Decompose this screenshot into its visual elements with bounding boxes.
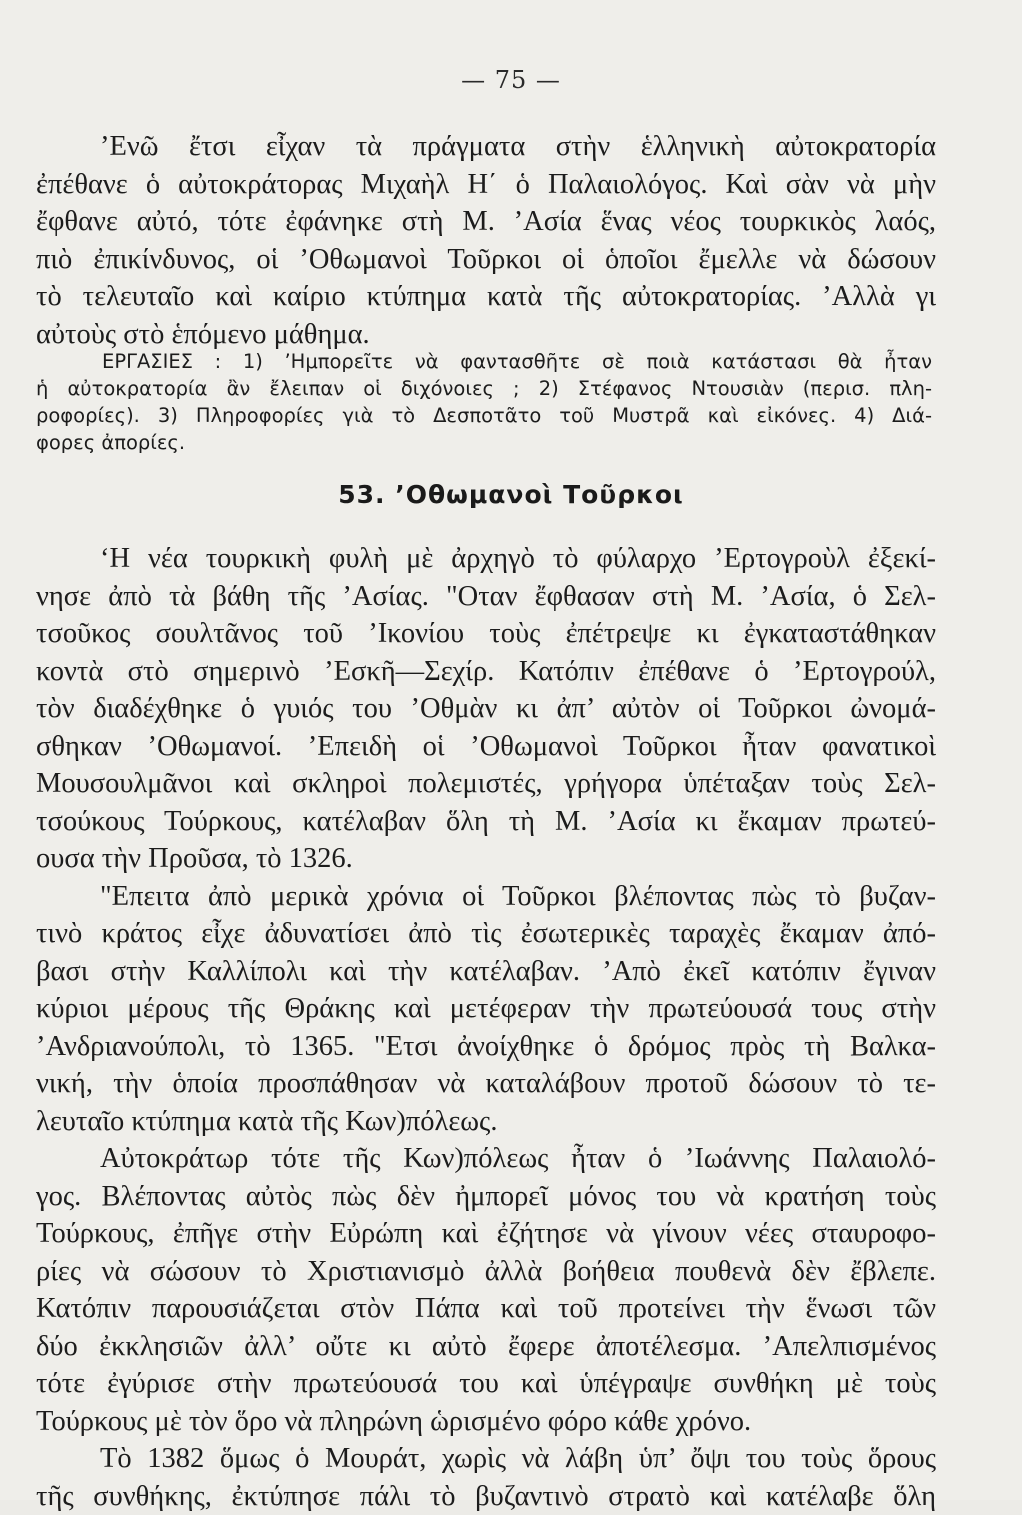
exercise-line: ἡ αὐτοκρατορία ἂν ἔλειπαν οἱ διχόνοιες ; 2) Στέφανος Ντουσιὰν (περισ. πλη- bbox=[36, 375, 932, 402]
text-line: νησε ἀπὸ τὰ βάθη τῆς ’Ασίας. "Οταν ἔφθασαν στὴ Μ. ’Ασία, ὁ Σελ- bbox=[36, 578, 936, 616]
paragraph-murad bbox=[36, 1440, 936, 1515]
text-line: Τούρκους μὲ τὸν ὅρο νὰ πληρώνη ὡρισμένο φόρο κάθε χρόνο. bbox=[36, 1403, 936, 1441]
text-line: ρίες νὰ σώσουν τὸ Χριστιανισμὸ ἀλλὰ βοήθεια πουθενὰ δὲν ἔβλεπε. bbox=[36, 1253, 936, 1291]
text-line: τσούκους Τούρκους, κατέλαβαν ὅλη τὴ Μ. ’Ασία κι ἔκαμαν πρωτεύ- bbox=[36, 803, 936, 841]
text-line: Κατόπιν παρουσιάζεται στὸν Πάπα καὶ τοῦ προτείνει τὴν ἕνωσι τῶν bbox=[36, 1290, 936, 1328]
text-block-top bbox=[36, 128, 936, 353]
text-line: Τούρκους, ἐπῆγε στὴν Εὐρώπη καὶ ἐζήτησε νὰ γίνουν νέες σταυροφο- bbox=[36, 1215, 936, 1253]
exercises-block bbox=[36, 348, 932, 456]
text-line: κοντὰ στὸ σημερινὸ ’Εσκῆ—Σεχίρ. Κατόπιν ἐπέθανε ὁ ’Ερτογρούλ, bbox=[36, 653, 936, 691]
text-line: δύο ἐκκλησιῶν ἀλλ’ οὔτε κι αὐτὸ ἔφερε ἀποτέλεσμα. ’Απελπισμένος bbox=[36, 1328, 936, 1366]
text-line: γος. Βλέποντας αὐτὸς πὼς δὲν ἠμπορεῖ μόνος του νὰ κρατήση τοὺς bbox=[36, 1178, 936, 1216]
section-heading: 53. ’Οθωμανοὶ Τοῦρκοι bbox=[0, 480, 1022, 509]
paragraph-expansion bbox=[36, 878, 936, 1141]
text-line: "Επειτα ἀπὸ μερικὰ χρόνια οἱ Τοῦρκοι βλέποντας πὼς τὸ βυζαν- bbox=[36, 878, 936, 916]
text-line: σθηκαν ’Οθωμανοί. ’Επειδὴ οἱ ’Οθωμανοὶ Τοῦρκοι ἦταν φανατικοὶ bbox=[36, 728, 936, 766]
page-number: — 75 — bbox=[0, 66, 1022, 94]
text-line: Αὐτοκράτωρ τότε τῆς Κων)πόλεως ἦταν ὁ ’Ιωάννης Παλαιολό- bbox=[36, 1140, 936, 1178]
text-line: ἔφθανε αὐτό, τότε ἐφάνηκε στὴ Μ. ’Ασία ἕνας νέος τουρκικὸς λαός, bbox=[36, 203, 936, 241]
text-line: τὸ τελευταῖο καὶ καίριο κτύπημα κατὰ τῆς αὐτοκρατορίας. ’Αλλὰ γι bbox=[36, 278, 936, 316]
text-line: Τὸ 1382 ὅμως ὁ Μουράτ, χωρὶς νὰ λάβη ὑπ’ ὄψι του τοὺς ὅρους bbox=[36, 1440, 936, 1478]
text-line: τσοῦκος σουλτᾶνος τοῦ ’Ικονίου τοὺς ἐπέτρεψε κι ἐγκαταστάθηκαν bbox=[36, 615, 936, 653]
text-line: ’Ανδριανούπολι, τὸ 1365. "Ετσι ἀνοίχθηκε ὁ δρόμος πρὸς τὴ Βαλκα- bbox=[36, 1028, 936, 1066]
text-line: τότε ἐγύρισε στὴν πρωτεύουσά του καὶ ὑπέγραψε συνθήκη μὲ τοὺς bbox=[36, 1365, 936, 1403]
text-line: ἐπέθανε ὁ αὐτοκράτορας Μιχαὴλ Η΄ ὁ Παλαιολόγος. Καὶ σὰν νὰ μὴν bbox=[36, 166, 936, 204]
text-line: πιὸ ἐπικίνδυνος, οἱ ’Οθωμανοὶ Τοῦρκοι οἱ ὁποῖοι ἔμελλε νὰ δώσουν bbox=[36, 241, 936, 279]
text-line: κύριοι μέρους τῆς Θράκης καὶ μετέφεραν τὴν πρωτεύουσά τους στὴν bbox=[36, 990, 936, 1028]
paragraph-origins bbox=[36, 540, 936, 878]
exercise-line: ροφορίες). 3) Πληροφορίες γιὰ τὸ Δεσποτᾶτο τοῦ Μυστρᾶ καὶ εἰκόνες. 4) Διά- bbox=[36, 402, 932, 429]
text-line: τὸν διαδέχθηκε ὁ γυιός του ’Οθμὰν κι ἀπ’ αὐτὸν οἱ Τοῦρκοι ὠνομά- bbox=[36, 690, 936, 728]
exercise-line: φορες ἀπορίες. bbox=[36, 429, 932, 456]
exercise-line: ΕΡΓΑΣΙΕΣ : 1) ’Ημπορεῖτε νὰ φαντασθῆτε σὲ ποιὰ κατάστασι θὰ ἦταν bbox=[36, 348, 932, 375]
text-line: ουσα τὴν Προῦσα, τὸ 1326. bbox=[36, 840, 936, 878]
paragraph-ottoman-intro bbox=[36, 128, 936, 353]
text-line: τῆς συνθήκης, ἐκτύπησε πάλι τὸ βυζαντινὸ στρατὸ καὶ κατέλαβε ὅλη bbox=[36, 1478, 936, 1515]
paragraph-john-palaiologos bbox=[36, 1140, 936, 1440]
text-line: λευταῖο κτύπημα κατὰ τῆς Κων)πόλεως. bbox=[36, 1103, 936, 1141]
text-line: τινὸ κράτος εἶχε ἀδυνατίσει ἀπὸ τὶς ἐσωτερικὲς ταραχὲς ἔκαμαν ἀπό- bbox=[36, 915, 936, 953]
text-line: νική, τὴν ὁποία προσπάθησαν νὰ καταλάβουν προτοῦ δώσουν τὸ τε- bbox=[36, 1065, 936, 1103]
text-line: ’Ενῶ ἔτσι εἶχαν τὰ πράγματα στὴν ἑλληνικὴ αὐτοκρατορία bbox=[36, 128, 936, 166]
text-line: ‘Η νέα τουρκικὴ φυλὴ μὲ ἀρχηγὸ τὸ φύλαρχο ’Ερτογροὺλ ἐξεκί- bbox=[36, 540, 936, 578]
text-block-section bbox=[36, 540, 936, 1515]
text-line: βασι στὴν Καλλίπολι καὶ τὴν κατέλαβαν. ’Απὸ ἐκεῖ κατόπιν ἔγιναν bbox=[36, 953, 936, 991]
text-line: αὐτοὺς στὸ ἑπόμενο μάθημα. bbox=[36, 316, 936, 354]
text-line: Μουσουλμᾶνοι καὶ σκληροὶ πολεμιστές, γρήγορα ὑπέταξαν τοὺς Σελ- bbox=[36, 765, 936, 803]
